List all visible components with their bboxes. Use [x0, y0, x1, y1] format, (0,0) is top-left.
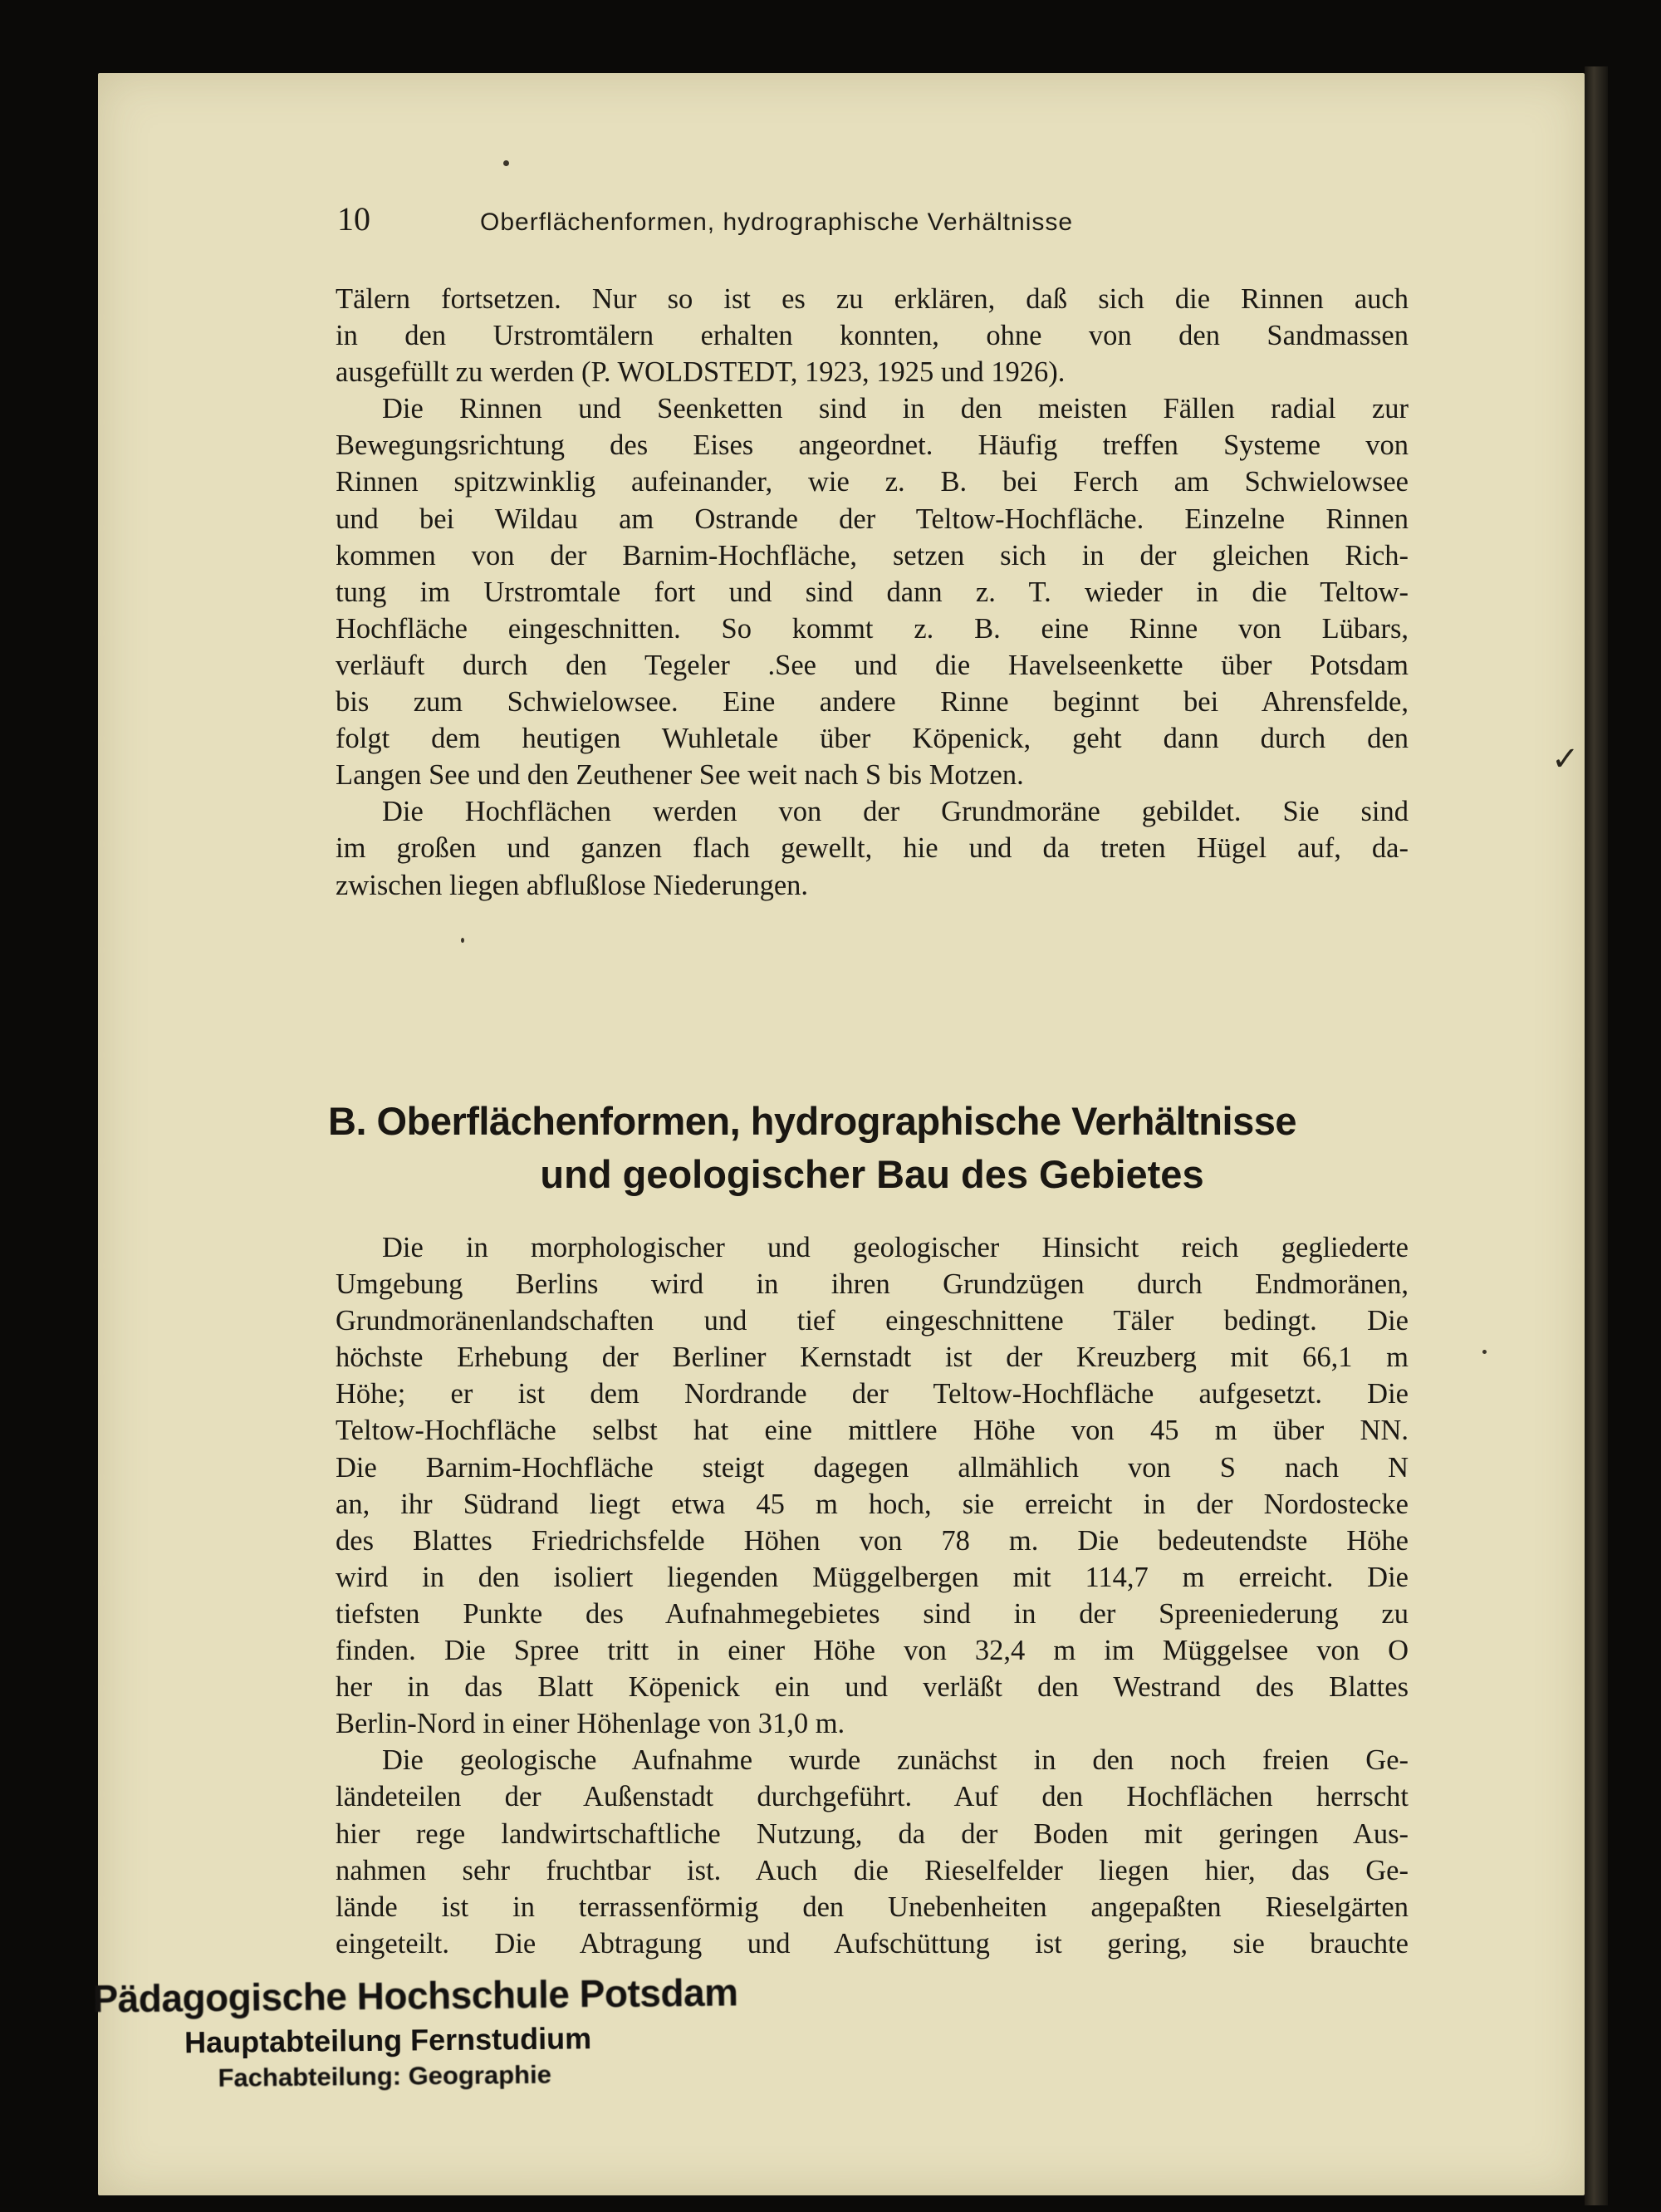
text-line: und bei Wildau am Ostrande der Teltow-Hochfläche. Einzelne Rinnen: [336, 503, 1409, 535]
page-edge: [1585, 66, 1608, 2205]
text-line: Höhe; er ist dem Nordrande der Teltow-Hochfläche aufgesetzt. Die: [336, 1378, 1409, 1410]
text-line: Bewegungsrichtung des Eises angeordnet. Häufig treffen Systeme von: [336, 429, 1409, 462]
text-line: Tälern fortsetzen. Nur so ist es zu erklären, daß sich die Rinnen auch: [336, 283, 1409, 315]
stamp-line-3: Fachabteilung: Geographie: [218, 2059, 552, 2092]
text-line: Die Hochflächen werden von der Grundmoräne gebildet. Sie sind: [382, 796, 1409, 828]
text-line: hier rege landwirtschaftliche Nutzung, da der Boden mit geringen Aus-: [336, 1817, 1409, 1850]
text-line: Hochfläche eingeschnitten. So kommt z. B. eine Rinne von Lübars,: [336, 612, 1409, 645]
text-line: in den Urstromtälern erhalten konnten, ohne von den Sandmassen: [336, 320, 1409, 352]
text-line: Langen See und den Zeuthener See weit nach S bis Motzen.: [336, 759, 1024, 792]
text-line: im großen und ganzen flach gewellt, hie und da treten Hügel auf, da-: [336, 832, 1409, 865]
text-line: kommen von der Barnim-Hochfläche, setzen sich in der gleichen Rich-: [336, 539, 1409, 571]
text-line: Rinnen spitzwinklig aufeinander, wie z. B. bei Ferch am Schwielowsee: [336, 466, 1409, 498]
text-line: Umgebung Berlins wird in ihren Grundzügen durch Endmoränen,: [336, 1268, 1409, 1301]
text-line: finden. Die Spree tritt in einer Höhe von 32,4 m im Müggelsee von O: [336, 1635, 1409, 1667]
text-line: Berlin-Nord in einer Höhenlage von 31,0 m.: [336, 1708, 845, 1740]
text-line: nahmen sehr fruchtbar ist. Auch die Rieselfelder liegen hier, das Ge-: [336, 1854, 1409, 1886]
section-heading: [328, 1095, 1416, 1201]
text-line: bis zum Schwielowsee. Eine andere Rinne beginnt bei Ahrensfelde,: [336, 686, 1409, 719]
text-line: Die geologische Aufnahme wurde zunächst in den noch freien Ge-: [382, 1744, 1409, 1777]
text-line: her in das Blatt Köpenick ein und verläßt den Westrand des Blattes: [336, 1671, 1409, 1704]
paper-speck: [1482, 1350, 1487, 1354]
text-line: zwischen liegen abflußlose Niederungen.: [336, 869, 809, 901]
section-heading-line-2: und geologischer Bau des Gebietes: [540, 1152, 1204, 1196]
text-line: lände ist in terrassenförmig den Unebenheiten angepaßten Rieselgärten: [336, 1891, 1409, 1923]
text-line: ausgefüllt zu werden (P. WOLDSTEDT, 1923, 1925 und 1926).: [336, 356, 1066, 389]
text-line: an, ihr Südrand liegt etwa 45 m hoch, sie erreicht in der Nordostecke: [336, 1488, 1409, 1520]
text-line: Teltow-Hochfläche selbst hat eine mittlere Höhe von 45 m über NN.: [336, 1415, 1409, 1447]
text-line: tung im Urstromtale fort und sind dann z. T. wieder in die Teltow-: [336, 576, 1409, 608]
text-line: Grundmoränenlandschaften und tief eingeschnittene Täler bedingt. Die: [336, 1305, 1409, 1337]
margin-pencil-mark: ✓: [1551, 740, 1580, 777]
running-title: Oberflächenformen, hydrographische Verhältnisse: [480, 208, 1074, 236]
continued-paragraphs: [336, 281, 1409, 904]
text-line: verläuft durch den Tegeler .See und die Havelseenkette über Potsdam: [336, 649, 1409, 681]
stamp-line-2: Hauptabteilung Fernstudium: [184, 2021, 592, 2060]
text-line: Die Rinnen und Seenketten sind in den meisten Fällen radial zur: [382, 393, 1409, 425]
section-paragraphs: [336, 1229, 1409, 1962]
page-number: 10: [337, 200, 370, 238]
text-line: des Blattes Friedrichsfelde Höhen von 78 m. Die bedeutendste Höhe: [336, 1524, 1409, 1557]
section-heading-line-1: B. Oberflächenformen, hydrographische Verhältnisse: [328, 1099, 1296, 1143]
text-line: Die Barnim-Hochfläche steigt dagegen allmählich von S nach N: [336, 1451, 1409, 1484]
paper-speck: [503, 160, 509, 166]
text-line: tiefsten Punkte des Aufnahmegebietes sind in der Spreeniederung zu: [336, 1597, 1409, 1630]
text-line: eingeteilt. Die Abtragung und Aufschüttung ist gering, sie brauchte: [336, 1927, 1409, 1959]
text-line: höchste Erhebung der Berliner Kernstadt ist der Kreuzberg mit 66,1 m: [336, 1341, 1409, 1374]
text-line: ländeteilen der Außenstadt durchgeführt. Auf den Hochflächen herrscht: [336, 1781, 1409, 1813]
text-line: wird in den isoliert liegenden Müggelbergen mit 114,7 m erreicht. Die: [336, 1561, 1409, 1593]
text-line: Die in morphologischer und geologischer Hinsicht reich gegliederte: [382, 1232, 1409, 1263]
paper-speck: [461, 938, 464, 943]
stamp-line-1: Pädagogische Hochschule Potsdam: [92, 1970, 738, 2021]
text-line: folgt dem heutigen Wuhletale über Köpenick, geht dann durch den: [336, 723, 1409, 755]
page-header: [337, 199, 1226, 249]
library-stamp: [92, 1969, 807, 2095]
